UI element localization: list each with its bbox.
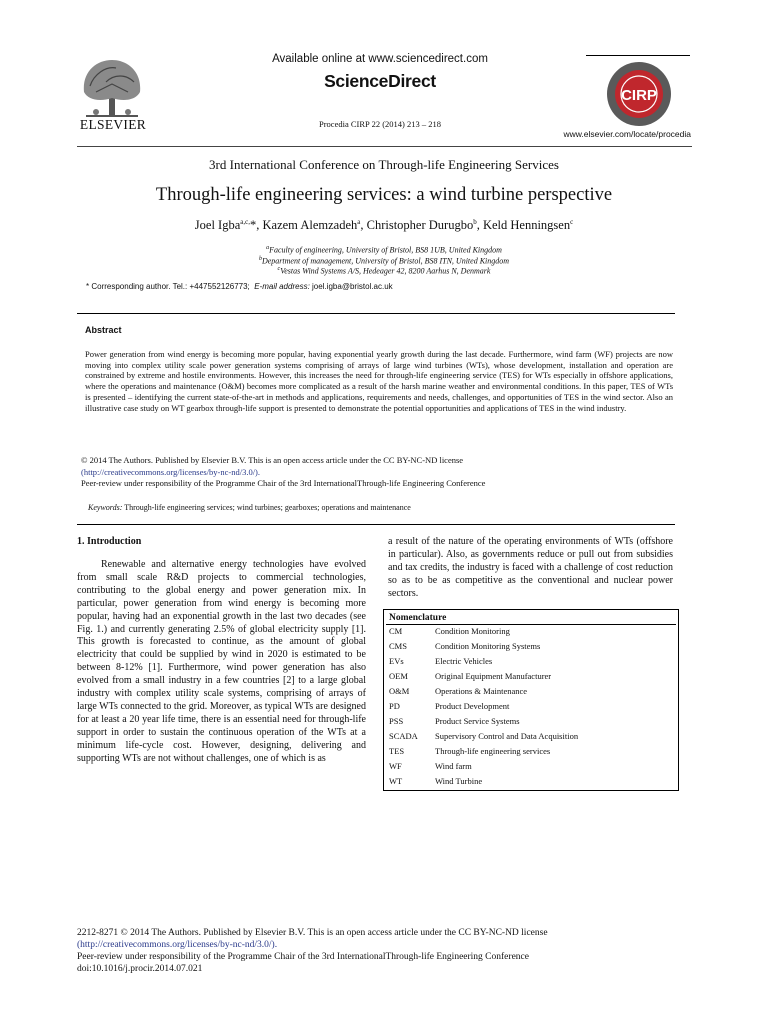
author-name: Christopher Durugbo: [366, 218, 474, 233]
nomenclature-definition: Wind Turbine: [435, 776, 483, 786]
nomenclature-definition: Through-life engineering services: [435, 746, 551, 756]
cirp-logo: [604, 60, 674, 128]
author-affiliation-mark: c: [570, 218, 574, 226]
author-affiliation-mark: a,c,: [240, 218, 250, 226]
sciencedirect-brand: ScienceDirect: [324, 71, 436, 91]
journal-reference: Procedia CIRP 22 (2014) 213 – 218: [319, 119, 441, 129]
nomenclature-title: Nomenclature: [389, 613, 447, 623]
nomenclature-row: [389, 641, 675, 653]
nomenclature-abbreviation: EVs: [389, 656, 404, 666]
nomenclature-row: [389, 656, 675, 668]
nomenclature-abbreviation: SCADA: [389, 731, 418, 741]
nomenclature-row: [389, 776, 675, 788]
author-separator: ,: [476, 218, 483, 233]
author-affiliation-mark: a: [357, 218, 361, 226]
nomenclature-row: [389, 716, 675, 728]
header-rule: [586, 55, 690, 56]
footer-doi[interactable]: doi:10.1016/j.procir.2014.07.021: [77, 964, 203, 974]
nomenclature-abbreviation: O&M: [389, 686, 410, 696]
conference-name: 3rd International Conference on Through-life Engineering Services: [209, 157, 559, 172]
nomenclature-row: [389, 686, 675, 698]
nomenclature-rule: [386, 624, 676, 625]
author-affiliation-mark: b: [473, 218, 477, 226]
affiliation-text: Faculty of engineering, University of Bristol, BS8 1UB, United Kingdom: [269, 245, 502, 255]
cirp-logo-text: CIRP: [621, 87, 657, 104]
journal-url[interactable]: www.elsevier.com/locate/procedia: [563, 129, 691, 139]
author-name: Joel Igba: [194, 218, 241, 233]
nomenclature-abbreviation: WF: [389, 761, 402, 771]
affiliation-mark: c: [277, 266, 281, 272]
nomenclature-abbreviation: OEM: [389, 671, 408, 681]
section-heading-introduction: 1. Introduction: [77, 536, 142, 547]
introduction-continued: a result of the nature of the operating environments of WTs (offshore in particular). Also, as governments reduce or pull out from subsidies and tax credits, the industry is faced with a challenge of cost reduction so as to be as competitive as the conventional and nuclear power sectors.: [388, 536, 673, 599]
nomenclature-definition: Product Development: [435, 701, 510, 711]
affiliation-text: Vestas Wind Systems A/S, Hedeager 42, 8200 Aarhus N, Denmark: [280, 266, 491, 276]
nomenclature-abbreviation: CM: [389, 626, 403, 636]
keywords-label: Keywords:: [88, 503, 123, 512]
nomenclature-definition: Condition Monitoring: [435, 626, 510, 636]
nomenclature-row: [389, 761, 675, 773]
abstract-heading: Abstract: [85, 325, 122, 335]
peer-review-line: Peer-review under responsibility of the Programme Chair of the 3rd InternationalThrough-life Engineering Conference: [81, 478, 486, 488]
header-bottom-rule: [77, 146, 692, 147]
nomenclature-row: [389, 671, 675, 683]
nomenclature-definition: Wind farm: [435, 761, 472, 771]
corresponding-prefix: * Corresponding author. Tel.: +447552126773;: [86, 282, 250, 291]
nomenclature-definition: Supervisory Control and Data Acquisition: [435, 731, 579, 741]
email-label: E-mail address:: [254, 282, 310, 291]
nomenclature-definition: Operations & Maintenance: [435, 686, 528, 696]
email-address[interactable]: joel.igba@bristol.ac.uk: [312, 282, 393, 291]
abstract-bottom-rule: [77, 524, 675, 525]
nomenclature-row: [389, 731, 675, 743]
paper-title: Through-life engineering services: a wind turbine perspective: [155, 185, 613, 205]
author-name: Keld Henningsen: [482, 218, 571, 233]
license-link[interactable]: (http://creativecommons.org/licenses/by-nc-nd/3.0/).: [81, 466, 261, 477]
author-list: [60, 218, 708, 233]
nomenclature-definition: Electric Vehicles: [435, 656, 493, 666]
footer-license-link[interactable]: (http://creativecommons.org/licenses/by-nc-nd/3.0/).: [77, 940, 278, 950]
abstract-text: Power generation from wind energy is becoming more popular, having exponential yearly growth during the last decade. Furthermore, wind farm (WF) projects are now moving into complex utility scale power generation systems comprising of arrays of large wind turbines (WTs), whose development, installation and operation are constrained by extreme and hostile environments. However, this increases the need for through-life engineering service (TES) for WTs especially in offshore applications, where the operations and maintenance (O&M) becomes more complicated as a result of the harsh marine weather and environmental conditions. In this paper, TES of WTs is presented – identifying the current state-of-the-art in methods and applications, requirements and needs, challenges, and opportunities of TES in the wind sector. Also an illustrative case study on WT gearbox through-life support is presented to demonstrate the potential opportunities and applications of TES in the wind industry.: [85, 349, 673, 413]
publisher-name: ELSEVIER: [79, 117, 147, 132]
affiliation: [60, 245, 708, 255]
author-separator: ,: [256, 218, 263, 233]
available-online-text: Available online at www.sciencedirect.com: [272, 53, 488, 65]
page-footer: [77, 927, 687, 975]
corresponding-mark: *: [250, 218, 257, 233]
introduction-paragraph: [77, 559, 366, 766]
nomenclature-row: [389, 746, 675, 758]
nomenclature-abbreviation: WT: [389, 776, 403, 786]
keywords: [88, 503, 678, 512]
nomenclature-definition: Original Equipment Manufacturer: [435, 671, 552, 681]
nomenclature-row: [389, 626, 675, 638]
keywords-text: Through-life engineering services; wind turbines; gearboxes; operations and maintenance: [122, 503, 411, 512]
copyright-line: © 2014 The Authors. Published by Elsevier B.V. This is an open access article under the CC BY-NC-ND license: [81, 455, 464, 465]
nomenclature-abbreviation: PSS: [389, 716, 404, 726]
nomenclature-definition: Product Service Systems: [435, 716, 520, 726]
nomenclature-abbreviation: CMS: [389, 641, 407, 651]
affiliation: [60, 266, 708, 276]
affiliation: [60, 256, 708, 266]
footer-peer-review: Peer-review under responsibility of the Programme Chair of the 3rd InternationalThrough-life Engineering Conference: [77, 952, 529, 962]
copyright-notice: [81, 455, 681, 490]
introduction-text: Renewable and alternative energy technologies have evolved from small scale R&D projects to commercial technologies, contributing to the global energy and power generation mix. In particular, power generation from wind energy is becoming more popular, having had an exponential growth in the last two decades (see Fig. 1.) and currently generating 2.5% of global electricity supply [1]. This growth is forecasted to continue, as the amount of global electricity that could be supplied by wind in 2020 is estimated to be between 8-12% [1]. Furthermore, wind power generation has also evolved from a small industry in a few countries [2] to a large global industry with complex utility scale systems, comprising of arrays of large WTs connected to the grid. Moreover, as typical WTs are designed for at least a 20 year life time, there is an essential need for through-life support in order to sustain the continuous operation of the WTs at a minimum life-cycle cost. However, designing, delivering and supporting WTs are not without challenges, one of which is as: [77, 559, 366, 764]
footer-issn-line: 2212-8271 © 2014 The Authors. Published by Elsevier B.V. This is an open access article under the CC BY-NC-ND license: [77, 928, 548, 938]
affiliation-mark: a: [266, 245, 270, 251]
affiliation-text: Department of management, University of Bristol, BS8 ITN, United Kingdom: [261, 256, 510, 266]
corresponding-author: [86, 282, 686, 291]
author-separator: ,: [360, 218, 367, 233]
nomenclature-abbreviation: PD: [389, 701, 400, 711]
nomenclature-definition: Condition Monitoring Systems: [435, 641, 541, 651]
affiliation-mark: b: [258, 255, 262, 262]
nomenclature-row: [389, 701, 675, 713]
nomenclature-abbreviation: TES: [389, 746, 405, 756]
author-name: Kazem Alemzadeh: [262, 218, 358, 233]
abstract-top-rule: [77, 313, 675, 314]
